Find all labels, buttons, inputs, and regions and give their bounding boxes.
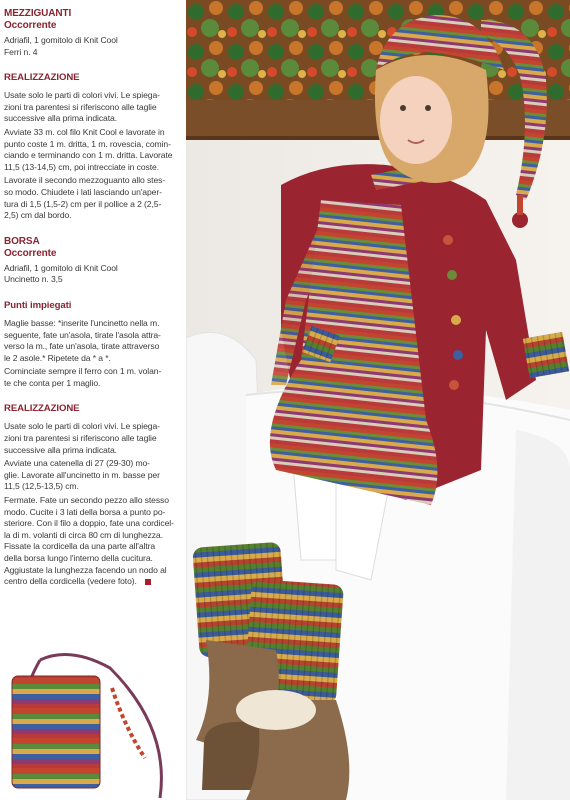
mittens-materials-label: Occorrente: [4, 20, 57, 31]
mittens-method-para-2: [4, 127, 180, 173]
text-line: la di m. volanti di circa 80 cm di lunghezza.: [4, 529, 163, 540]
bag-method-para-2: [4, 458, 180, 493]
mittens-method-heading: REALIZZAZIONE: [4, 72, 80, 84]
text-line: Usate solo le parti di colori vivi. Le spiega-: [4, 90, 160, 101]
text-line: 2,5) cm dal bordo.: [4, 210, 72, 221]
mittens-material-needles: Ferri n. 4: [4, 46, 38, 57]
bag-title: BORSA: [4, 235, 40, 247]
text-line: Lavorate il secondo mezzoguanto allo stes-: [4, 175, 166, 186]
mittens-method-para-1: [4, 90, 180, 125]
text-line: steriore. Con il filo a doppio, fate una cordicel-: [4, 518, 174, 529]
text-line: centro della cordicella (vedere foto).: [4, 576, 137, 587]
text-line: verso la m., fate un'asola, tirate attraverso: [4, 341, 160, 352]
bag-materials-label: Occorrente: [4, 247, 57, 259]
text-line: Maglie basse: *inserite l'uncinetto nella m.: [4, 317, 160, 328]
bag-material-yarn: Adriafil, 1 gomitolo di Knit Cool: [4, 262, 118, 273]
mittens-title: MEZZIGUANTI: [4, 8, 72, 19]
text-line: ciando e terminando con 1 m. dritta. Lavorate: [4, 150, 173, 161]
bag-materials: [4, 263, 180, 286]
text-line: Avviate 33 m. col filo Knit Cool e lavorate in: [4, 126, 165, 137]
text-line: Fissate la cordicella da una parte all'altra: [4, 541, 156, 552]
mittens-material-yarn: Adriafil, 1 gomitolo di Knit Cool: [4, 35, 118, 45]
mittens-materials: [4, 35, 180, 58]
text-line: Aggiustate la lunghezza facendo un nodo al: [4, 564, 167, 575]
text-line: della borsa lungo l'interno della cucitura.: [4, 553, 153, 563]
bag-stitches: [4, 318, 180, 390]
text-line: so modo. Chiudete i lati lasciando un'aper-: [4, 186, 162, 197]
bag-method-para-1: [4, 421, 180, 456]
text-line: seguente, fate un'asola, tirate l'asola attra-: [4, 329, 161, 340]
bag-stitches-para-2: [4, 366, 180, 389]
text-line: Fermate. Fate un secondo pezzo allo stesso: [4, 495, 169, 506]
bag-stitches-para-1: [4, 318, 180, 364]
bag-method-heading: REALIZZAZIONE: [4, 403, 80, 415]
text-line: punto coste 1 m. dritta, 1 m. rovescia, comin-: [4, 138, 171, 149]
end-of-article-mark: [145, 579, 151, 585]
text-line: zioni tra parentesi si riferiscono alle taglie: [4, 101, 157, 112]
text-line: Avviate una catenella di 27 (29-30) mo-: [4, 458, 150, 469]
mittens-method-para-3: [4, 175, 180, 221]
text-line: modo. Cucite i 3 lati della borsa a punto po-: [4, 506, 166, 517]
text-line: te che conta per 1 maglio.: [4, 377, 101, 388]
bag-photo: [0, 648, 184, 800]
text-line: successive alla prima indicata.: [4, 113, 117, 124]
text-line: successive alla prima indicata.: [4, 444, 117, 455]
bag-stitches-heading: Punti impiegati: [4, 299, 72, 311]
mittens-method: [4, 90, 180, 222]
bag-method-para-3: [4, 495, 180, 588]
text-line: glie. Lavorate all'uncinetto in m. basse per: [4, 469, 160, 480]
instructions-column: [4, 8, 180, 590]
text-line: zioni tra parentesi si riferiscono alle taglie: [4, 433, 157, 444]
text-line: le 2 asole.* Ripetete da * a *.: [4, 352, 111, 363]
bag-material-hook: Uncinetto n. 3,5: [4, 274, 63, 285]
text-line: 11,5 (13-14,5) cm, poi intrecciate in coste.: [4, 161, 159, 172]
text-line: Cominciate sempre il ferro con 1 m. volan-: [4, 366, 162, 377]
text-line: 11,5 (12,5-13,5) cm.: [4, 481, 79, 492]
text-line: tura di 1,5 (1,5-2) cm per il pollice a 2 (2,5-: [4, 198, 162, 209]
text-line: Usate solo le parti di colori vivi. Le spiega-: [4, 421, 160, 432]
bag-method: [4, 421, 180, 587]
child-outfit-photo: [186, 0, 570, 800]
